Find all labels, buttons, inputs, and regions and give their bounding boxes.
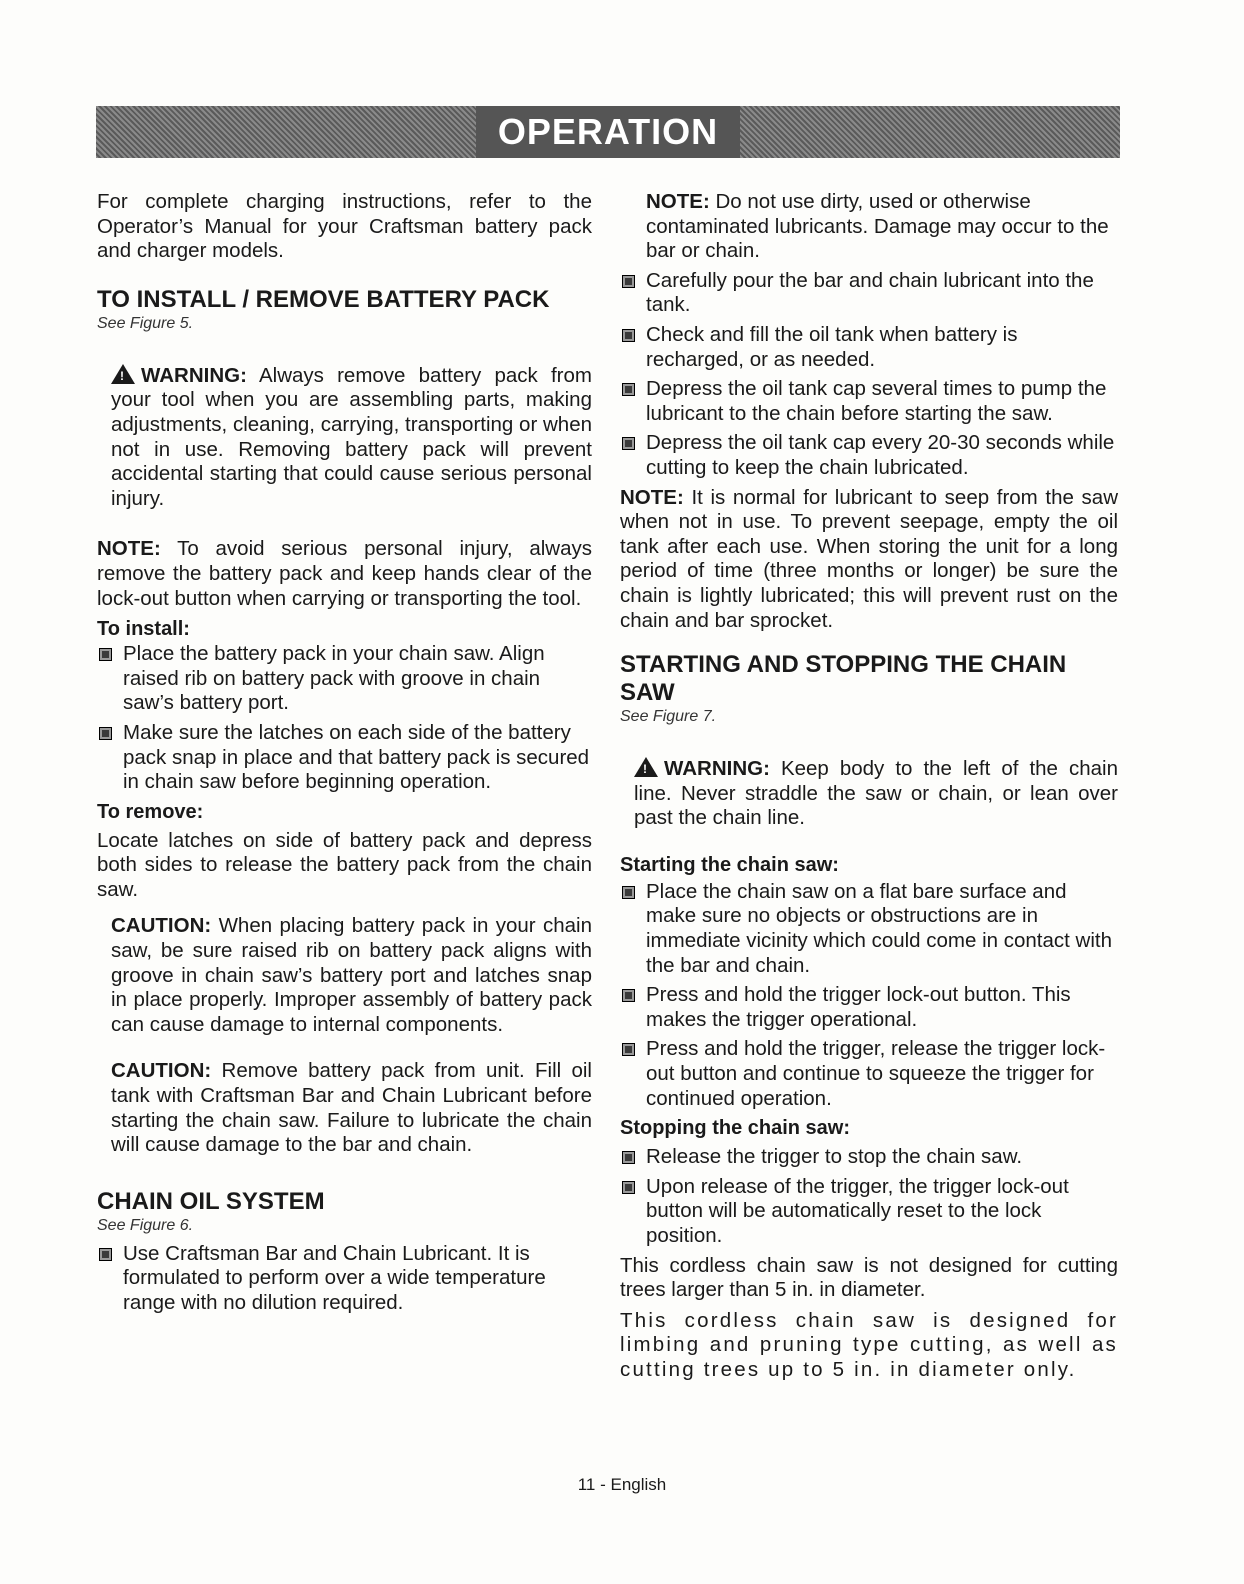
list-item: Depress the oil tank cap several times to pump the lubricant to the chain before starting the saw. <box>620 377 1118 426</box>
list-item: Make sure the latches on each side of the battery pack snap in place and that battery pack is secured in chain saw before beginning operation. <box>97 721 592 795</box>
charging-intro: For complete charging instructions, refer to the Operator’s Manual for your Craftsman battery pack and charger models. <box>97 190 592 263</box>
left-column <box>97 190 592 1321</box>
list-item: Use Craftsman Bar and Chain Lubricant. It is formulated to perform over a wide temperature range with no dilution required. <box>97 1242 592 1316</box>
bullet-icon <box>622 1151 635 1164</box>
warning-text: Keep body to the left of the chain line. Never straddle the saw or chain, or lean over past the chain line. <box>634 757 1118 830</box>
list-item: Place the battery pack in your chain saw. Align raised rib on battery pack with groove in chain saw’s battery port. <box>97 642 592 716</box>
section-title: OPERATION <box>497 111 719 152</box>
list-item: Check and fill the oil tank when battery is recharged, or as needed. <box>620 323 1118 372</box>
remove-text: Locate latches on side of battery pack and depress both sides to release the battery pack from the chain saw. <box>97 828 592 901</box>
chain-oil-heading: CHAIN OIL SYSTEM <box>97 1187 325 1215</box>
seepage-note <box>620 486 1118 634</box>
straddle-warning <box>634 757 1118 831</box>
caution-label: CAUTION: <box>111 1059 212 1083</box>
page-footer: 11 - English <box>577 1475 667 1494</box>
bullet-icon <box>622 437 635 450</box>
install-remove-heading: TO INSTALL / REMOVE BATTERY PACK <box>97 285 550 313</box>
section-banner <box>96 106 1120 158</box>
bullet-icon <box>622 383 635 396</box>
lubricant-note <box>646 190 1118 264</box>
warning-label: WARNING: <box>664 757 770 781</box>
warning-label: WARNING: <box>141 363 247 387</box>
warning-text: Always remove battery pack from your tool when you are assembling parts, making adjustments, cleaning, carrying, transporting or when not in use. Removing battery pack will prevent accidental starting that could cause serious personal injury. <box>111 363 592 510</box>
bullet-icon <box>99 727 112 740</box>
bullet-icon <box>99 648 112 661</box>
bullet-icon <box>622 886 635 899</box>
see-figure-6: See Figure 6. <box>97 1216 194 1234</box>
install-warning <box>111 364 592 512</box>
list-item: Upon release of the trigger, the trigger lock-out button will be automatically reset to the lock position. <box>620 1175 1118 1249</box>
list-item: Carefully pour the bar and chain lubricant into the tank. <box>620 269 1118 318</box>
caution-oil <box>111 1059 592 1157</box>
lubricant-steps <box>620 269 1118 481</box>
starting-steps <box>620 880 1118 1111</box>
intended-use-text: This cordless chain saw is designed for limbing and pruning type cutting, as well as cutting trees up to 5 in. in diameter only. <box>620 1308 1118 1381</box>
note-label: NOTE: <box>620 485 684 509</box>
caution-text: Remove battery pack from unit. Fill oil tank with Craftsman Bar and Chain Lubricant before starting the chain saw. Failure to lubricate the chain will cause damage to the bar and chain. <box>111 1059 592 1157</box>
install-note <box>97 537 592 611</box>
list-item: Depress the oil tank cap every 20-30 seconds while cutting to keep the chain lubricated. <box>620 431 1118 480</box>
note-text: It is normal for lubricant to seep from the saw when not in use. To prevent seepage, empty the oil tank after each use. When storing the unit for a long period of time (three months or longer) be sure the chain is lightly lubricated; this will prevent rust on the chain and bar sprocket. <box>620 485 1119 632</box>
to-remove-heading: To remove: <box>97 800 204 823</box>
see-figure-5: See Figure 5. <box>97 314 194 332</box>
bullet-icon <box>622 329 635 342</box>
list-item: Release the trigger to stop the chain saw. <box>620 1145 1118 1170</box>
note-text: To avoid serious personal injury, always remove the battery pack and keep hands clear of the lock-out button when carrying or transporting the tool. <box>97 537 592 610</box>
bullet-icon <box>99 1248 112 1261</box>
see-figure-7: See Figure 7. <box>620 708 717 726</box>
note-label: NOTE: <box>97 537 161 561</box>
right-column <box>620 190 1118 1383</box>
starting-heading: Starting the chain saw: <box>620 853 839 876</box>
caution-label: CAUTION: <box>111 914 212 938</box>
to-install-heading: To install: <box>97 618 190 641</box>
list-item: Press and hold the trigger, release the trigger lock-out button and continue to squeeze the trigger for continued operation. <box>620 1037 1118 1111</box>
note-label: NOTE: <box>646 190 710 213</box>
stopping-steps <box>620 1145 1118 1248</box>
list-item: Place the chain saw on a flat bare surface and make sure no objects or obstructions are in immediate vicinity which could come in contact with the bar and chain. <box>620 880 1118 978</box>
bullet-icon <box>622 275 635 288</box>
bullet-icon <box>622 1043 635 1056</box>
banner-label-box <box>476 106 740 158</box>
diameter-limit-text: This cordless chain saw is not designed for cutting trees larger than 5 in. in diameter. <box>620 1253 1118 1302</box>
list-item: Press and hold the trigger lock-out button. This makes the trigger operational. <box>620 983 1118 1032</box>
note-text: Do not use dirty, used or otherwise contaminated lubricants. Damage may occur to the bar or chain. <box>646 190 1109 263</box>
bullet-icon <box>622 989 635 1002</box>
warning-triangle-icon <box>111 364 135 384</box>
caution-text: When placing battery pack in your chain saw, be sure raised rib on battery pack aligns with groove in chain saw’s battery port and latches snap in place properly. Improper assembly of battery pack can cause damage to internal components. <box>111 914 592 1036</box>
caution-battery <box>111 914 592 1037</box>
starting-stopping-heading: STARTING AND STOPPING THE CHAIN SAW <box>620 651 1067 707</box>
oil-steps <box>97 1242 592 1316</box>
stopping-heading: Stopping the chain saw: <box>620 1117 851 1140</box>
warning-triangle-icon <box>634 757 658 777</box>
bullet-icon <box>622 1181 635 1194</box>
install-steps <box>97 642 592 795</box>
